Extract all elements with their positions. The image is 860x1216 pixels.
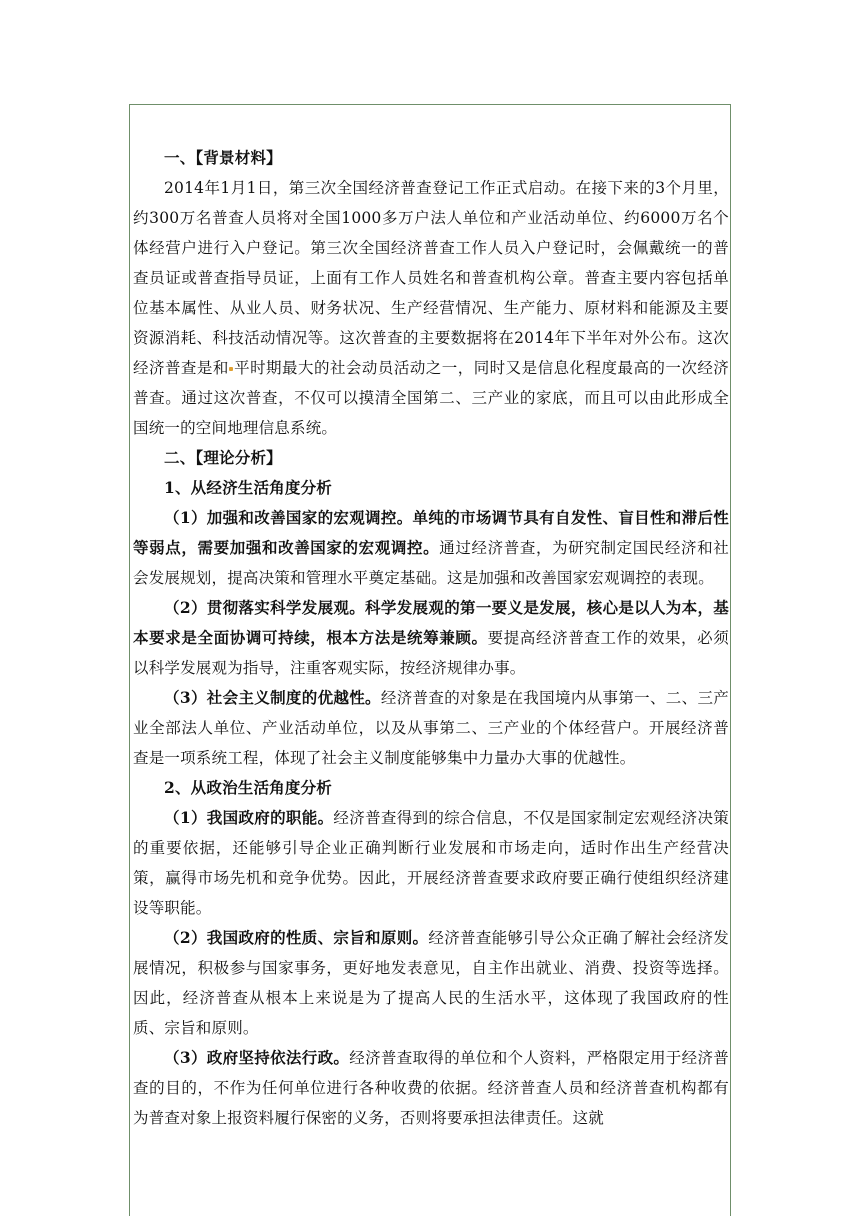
paragraph-political-3-lead: （3）政府坚持依法行政。 bbox=[164, 1048, 350, 1067]
paragraph-political-2-lead: （2）我国政府的性质、宗旨和原则。 bbox=[164, 928, 429, 947]
subheading-economic: 1、从经济生活角度分析 bbox=[164, 478, 332, 497]
subheading-political: 2、从政治生活角度分析 bbox=[164, 778, 332, 797]
paragraph-political-2-body: 经济普查能够引导公众正确了解社会经济发展情况，积极参与国家事务，更好地发表意见，自主作出就业、消费、投资等选择。因此，经济普查从根本上来说是为了提高人民的生活水平，这体现了我国政府的性质、宗旨和原则。 bbox=[133, 929, 729, 1037]
paragraph-political-3-body: 经济普查取得的单位和个人资料，严格限定用于经济普查的目的，不作为任何单位进行各种收费的依据。经济普查人员和经济普查机构都有为普查对象上报资料履行保密的义务，否则将要承担法律责任。这就 bbox=[133, 1049, 729, 1127]
paragraph-background bbox=[133, 173, 729, 443]
section-heading-analysis: 二、【理论分析】 bbox=[164, 448, 282, 467]
document-body bbox=[133, 143, 729, 1133]
stray-mark bbox=[229, 367, 233, 371]
paragraph-political-2 bbox=[133, 923, 729, 1043]
paragraph-economic-1-body: 通过经济普查，为研究制定国民经济和社会发展规划，提高决策和管理水平奠定基础。这是加强和改善国家宏观调控的表现。 bbox=[133, 539, 729, 587]
paragraph-political-1 bbox=[133, 803, 729, 923]
paragraph-political-1-lead: （1）我国政府的职能。 bbox=[164, 808, 334, 827]
section-heading-background: 一、【背景材料】 bbox=[164, 148, 282, 167]
paragraph-economic-2-body: 要提高经济普查工作的效果，必须以科学发展观为指导，注重客观实际，按经济规律办事。 bbox=[133, 629, 729, 677]
paragraph-economic-2 bbox=[133, 593, 729, 683]
paragraph-economic-3-lead: （3）社会主义制度的优越性。 bbox=[164, 688, 381, 707]
paragraph-background-text-a: 2014年1月1日，第三次全国经济普查登记工作正式启动。在接下来的3个月里，约300万名普查人员将对全国1000多万户法人单位和产业活动单位、约6000万名个体经营户进行入户登记。第三次全国经济普查工作人员入户登记时，会佩戴统一的普查员证或普查指导员证，上面有工作人员姓名和普查机构公章。普查主要内容包括单位基本属性、从业人员、财务状况、生产经营情况、生产能力、原材料和能源及主要资源消耗、科技活动情况等。这次普查的主要数据将在2014年下半年对外公布。这次经济普查是和 bbox=[133, 179, 729, 377]
paragraph-economic-3 bbox=[133, 683, 729, 773]
paragraph-political-1-body: 经济普查得到的综合信息，不仅是国家制定宏观经济决策的重要依据，还能够引导企业正确判断行业发展和市场走向，适时作出生产经营决策，赢得市场先机和竞争优势。因此，开展经济普查要求政府要正确行使组织经济建设等职能。 bbox=[133, 809, 729, 917]
paragraph-political-3 bbox=[133, 1043, 729, 1133]
paragraph-background-text-b: 平时期最大的社会动员活动之一，同时又是信息化程度最高的一次经济普查。通过这次普查，不仅可以摸清全国第二、三产业的家底，而且可以由此形成全国统一的空间地理信息系统。 bbox=[133, 359, 730, 437]
paragraph-economic-3-body: 经济普查的对象是在我国境内从事第一、二、三产业全部法人单位、产业活动单位，以及从事第二、三产业的个体经营户。开展经济普查是一项系统工程，体现了社会主义制度能够集中力量办大事的优越性。 bbox=[133, 689, 729, 767]
paragraph-economic-1-lead: （1）加强和改善国家的宏观调控。单纯的市场调节具有自发性、盲目性和滞后性等弱点，需要加强和改善国家的宏观调控。 bbox=[133, 508, 729, 557]
paragraph-economic-1 bbox=[133, 503, 729, 593]
paragraph-economic-2-lead: （2）贯彻落实科学发展观。科学发展观的第一要义是发展，核心是以人为本，基本要求是全面协调可持续，根本方法是统筹兼顾。 bbox=[133, 598, 729, 647]
